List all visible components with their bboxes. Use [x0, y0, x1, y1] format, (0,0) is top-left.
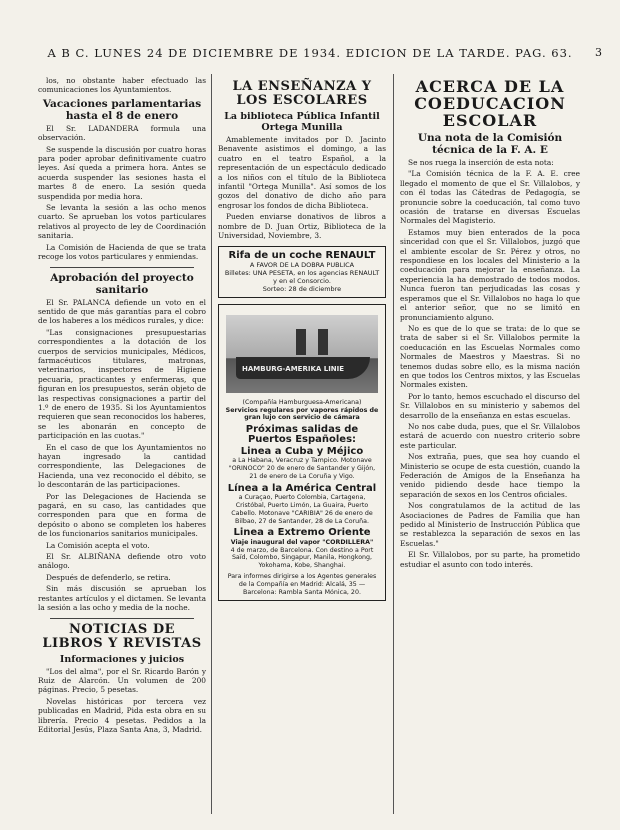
headline: La biblioteca Pública Infantil Ortega Munilla [224, 111, 380, 133]
route-subtitle: Viaje inaugural del vapor "CORDILLERA" [230, 538, 374, 546]
paragraph: El Sr. LADANDERA formula una observación. [38, 123, 206, 143]
ad-subtitle: (Compañía Hamburguesa-Americana) [242, 398, 362, 406]
paragraph: Novelas históricas por tercera vez publicadas en Madrid, Pida esta obra en su librería. Precio 4 pesetas. Pedidos a la Editorial Jesús, Plaza Santa Ana, 3, Madrid. [38, 696, 206, 734]
paragraph: Nos extraña, pues, que sea hoy cuando el Ministerio se ocupe de esta cuestión, cuando la Federación de Amigos de la Enseñanza ha venido pidiendo desde hace tiempo la separación de sexos en los Centros oficiales. [400, 452, 580, 499]
page-number: 3 [595, 46, 602, 59]
paragraph: No nos cabe duda, pues, que el Sr. Villalobos estará de acuerdo con nuestro criterio sobre este particular. [400, 421, 580, 450]
route-title: Línea a la América Central [227, 482, 377, 494]
paragraph: "La Comisión técnica de la F. A. E. cree llegado el momento de que el Sr. Villalobos, y con él todas las Cátedras de Pedagogía, se pronuncie sobre la coeducación, tal como tuvo ocasión de tratarse en diversas Escuelas Normales del Magisterio. [400, 169, 580, 226]
paragraph: Se nos ruega la inserción de esta nota: [408, 158, 554, 167]
section-title: LA ENSEÑANZA Y LOS ESCOLARES [232, 79, 372, 108]
divider [50, 267, 194, 268]
ship-funnel [318, 329, 328, 355]
column-right [400, 76, 580, 571]
column-rule [393, 74, 394, 814]
ship-funnel [296, 329, 306, 355]
paragraph: Amablemente invitados por D. Jacinto Benavente asistimos el domingo, a las cuatro en el teatro Español, a la representación de un espectáculo dedicado a los niños con el título de la Biblioteca infantil "Ortega Munilla". Así somos de los gozos del donativo de dicho año para engrosar los fondos de dicha Biblioteca. [218, 135, 386, 210]
paragraph: El Sr. ALBIÑANA defiende otro voto análogo. [38, 552, 206, 571]
headline: Una nota de la Comisión técnica de la F. A. E [417, 132, 563, 156]
ship-illustration [226, 315, 378, 393]
paragraph: los, no obstante haber efectuado las comunicaciones los Ayuntamientos. [38, 76, 206, 95]
headline: Vacaciones parlamentarias hasta el 8 de enero [42, 97, 202, 122]
section-title: ACERCA DE LA COEDUCACION ESCOLAR [414, 77, 566, 130]
column-left [38, 76, 206, 736]
renault-raffle-ad [218, 246, 386, 297]
page-header: A B C. LUNES 24 DE DICIEMBRE DE 1934. EDICION DE LA TARDE. PAG. 63. [47, 46, 573, 60]
paragraph: Se levanta la sesión a las ocho menos cuarto. Se aprueban los votos particulares relativos al proyecto de ley de Coordinación sanitaria. [38, 203, 206, 241]
paragraph: Se suspende la discusión por cuatro horas para poder aprobar definitivamente cuatro leyes. Así queda a primera hora. Antes se acuerda suspender las sesiones hasta el martes 8 de enero. La sesión queda suspendida por media hora. [38, 144, 206, 201]
paragraph: Sin más discusión se aprueban los restantes artículos y el dictamen. Se levanta la sesión a las ocho y media de la noche. [38, 584, 206, 613]
column-middle [218, 76, 386, 601]
ad-line: Sorteo: 28 de diciembre [262, 284, 342, 293]
column-rule [211, 74, 212, 814]
headline: Informaciones y juicios [59, 653, 185, 665]
paragraph: En el caso de que los Ayuntamientos no hayan ingresado la cantidad correspondiente, las Delegaciones de Hacienda, una vez reconocido el débito, se lo descontarán de las participaciones. [38, 442, 206, 490]
paragraph: El Sr. Villalobos, por su parte, ha prometido estudiar el asunto con todo interés. [400, 550, 580, 569]
paragraph: "Los del alma", por el Sr. Ricardo Barón y Ruiz de Alarcón. Un volumen de 200 páginas. Precio, 5 pesetas. [38, 666, 206, 695]
route-title: Linea a Cuba y Méjico [240, 446, 364, 458]
paragraph: La Comisión acepta el voto. [46, 540, 150, 550]
route-details: a Curaçao, Puerto Colombia, Cartagena, Cristóbal, Puerto Limón, La Guaira, Puerto Cabello. Motonave "CARIBIA" 26 de enero de Bilbao, 27 de Santander, 28 de La Coruña. [231, 494, 373, 525]
paragraph: Nos congratulamos de la actitud de las Asociaciones de Padres de Familia que han pedido al Ministerio de Instrucción Pública que se restablezca la separación de sexos en las Escuelas." [400, 501, 580, 548]
route-details: a La Habana, Veracruz y Tampico. Motonave "ORINOCO" 20 de enero de Santander y Gijón, 21 de enero de La Coruña y Vigo. [228, 457, 376, 481]
route-title: Linea a Extremo Oriente [233, 527, 371, 539]
paragraph: Pueden enviarse donativos de libros a nombre de D. Juan Ortiz, Biblioteca de la Universidad, Noviembre, 3. [218, 212, 386, 241]
ad-footer: Para informes dirigirse a los Agentes generales de la Compañía en Madrid: Alcalá, 35 — Barcelona: Rambla Santa Mónica, 20. [227, 573, 377, 596]
company-name: HAMBURG-AMERIKA LINIE [242, 365, 345, 374]
paragraph: La Comisión de Hacienda de que se trata recoge los votos particulares y enmiendas. [38, 242, 206, 262]
ad-line: A FAVOR DE LA DOBRA PUBLICA [249, 260, 355, 269]
paragraph: No es que de lo que se trata: de lo que se trata de saber si el Sr. Villalobos permite la coeducación en las Escuelas Normales como Normales de Maestros y Maestras. Si no tenemos dudas sobre ello, es la misma nación en que todos los Centros mixtos, y las Escuelas Normales existen. [400, 323, 580, 390]
divider [50, 618, 194, 619]
shipping-line-ad [218, 304, 386, 602]
paragraph: Por lo tanto, hemos escuchado el discurso del Sr. Villalobos en su ministerio y sabemos del desarrollo de la enseñanza en estas escuelas. [400, 391, 580, 420]
paragraph: El Sr. PALANCA defiende un voto en el sentido de que más garantías para el cobro de los haberes a los médicos rurales, y dice: [38, 297, 206, 326]
ad-title: Rifa de un coche RENAULT [228, 250, 376, 262]
route-details: 4 de marzo, de Barcelona. Con destino a Port Saïd, Colombo, Singapur, Manila, Hongkong, Yokohama, Kobe, Shanghai. [230, 546, 374, 570]
paragraph: Después de defenderlo, se retira. [46, 572, 171, 582]
paragraph: "Las consignaciones presupuestarias correspondientes a la dotación de los cuerpos de servicios municipales, Médicos, farmacéuticos titulares, matronas, veterinarios, inspectores de Higiene pecuaria, practicantes y enfermeras, que figuran en los presupuestos, serán objeto de las respectivas consignaciones a partir del 1.º de enero de 1935. Si los Ayuntamientos requieren que sean reconocidos los haberes, se les abonarán en concepto de participación en las cuotas." [38, 327, 206, 441]
paragraph: Por las Delegaciones de Hacienda se pagará, en su caso, las cantidades que corresponden para que en forma de depósito o abono se completen los haberes de los funcionarios sanitarios municipales. [38, 491, 206, 539]
ad-note: Servicios regulares por vapores rápidos de gran lujo con servicio de cámara [225, 406, 379, 422]
ad-heading: Próximas salidas de Puertos Españoles: [245, 424, 359, 445]
headline: Aprobación del proyecto sanitario [50, 271, 194, 296]
paragraph: Estamos muy bien enterados de la poca sinceridad con que el Sr. Villalobos, juzgó que el ambiente escolar de Sr. Pérez y otros, no respondiese en los locales del Ministerio a la coeducación para mejorar la enseñanza. La experiencia la ha demostrado de todos modos. Nunca fueron tan perjudicadas las cosas y esperamos que el Sr. Villalobos no haga lo que el anterior señor, que no se limitó en pronunciamiento alguno. [400, 227, 580, 322]
ad-line: Billetes: UNA PESETA, en los agencias RENAULT y en el Consorcio. [224, 268, 380, 285]
section-title: NOTICIAS DE LIBROS Y REVISTAS [42, 621, 202, 651]
